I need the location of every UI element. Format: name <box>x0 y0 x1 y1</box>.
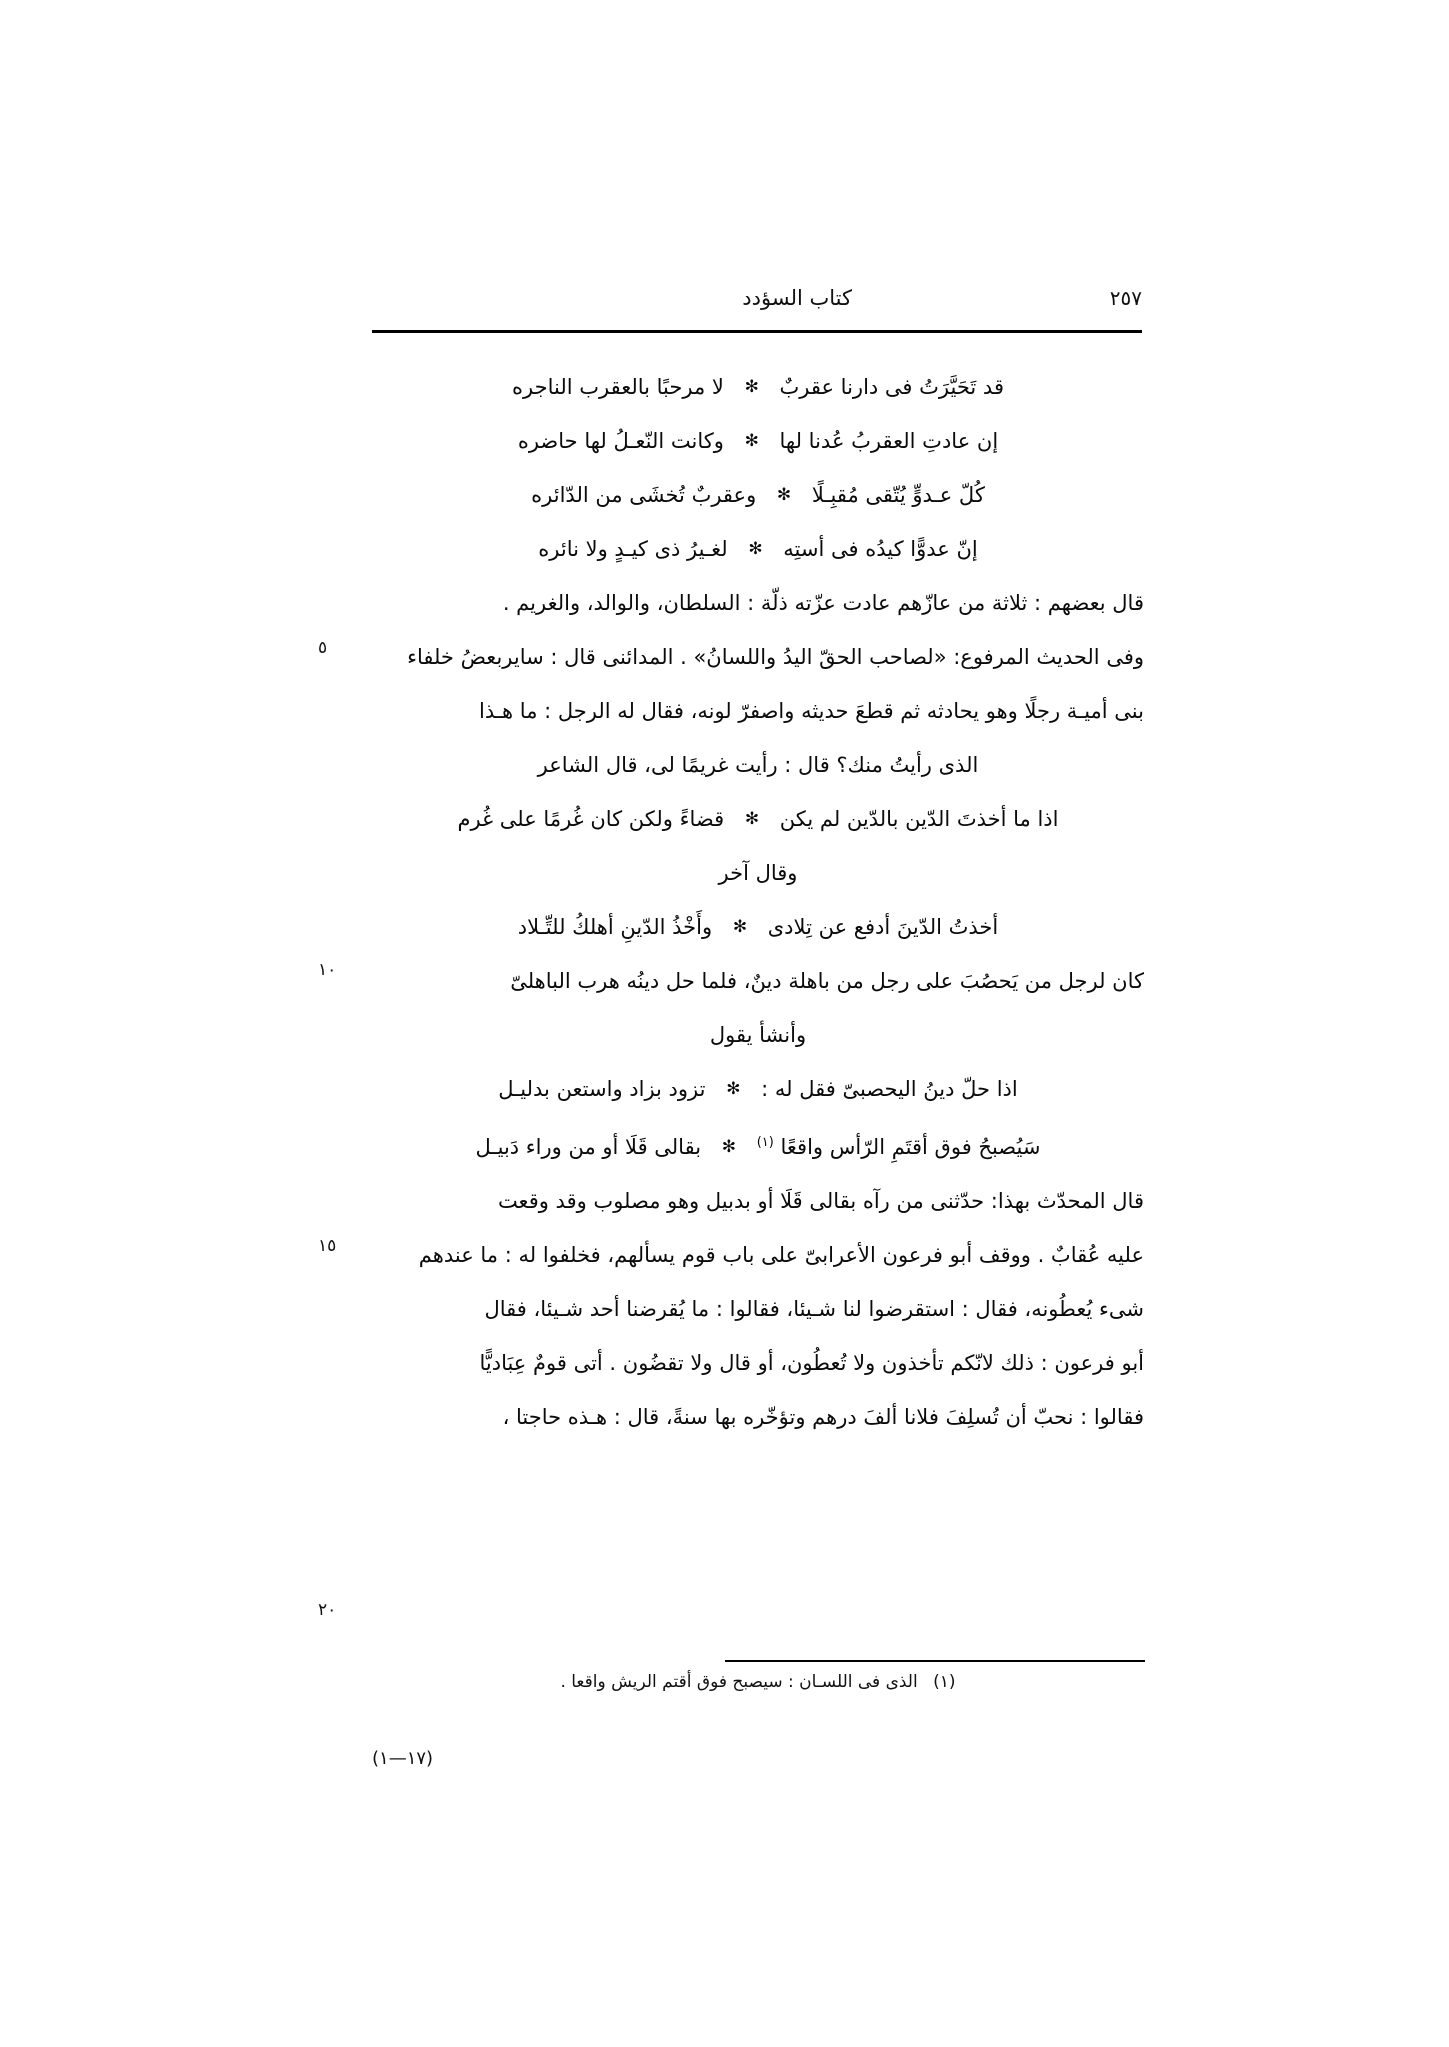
paragraph-line: عليه عُقابٌ . ووقف أبو فرعون الأعرابىّ على باب قوم يسألهم، فخلفوا له : ما عندهم <box>418 1243 1144 1267</box>
hemistich-left: لغـيرُ ذى كيـدٍ ولا نائره <box>538 537 728 561</box>
verse-separator-icon: ✻ <box>744 809 760 829</box>
verse-line <box>372 900 1144 954</box>
verse-separator-icon: ✻ <box>721 1137 736 1157</box>
footnote <box>372 1672 1144 1692</box>
signature-mark: (١٧—١) <box>372 1748 434 1769</box>
verse-separator-icon: ✻ <box>744 377 759 397</box>
verse-line <box>372 414 1144 468</box>
header-rule <box>372 330 1142 333</box>
page-header <box>372 286 1142 326</box>
hemistich-right: اذا حلّ دينُ اليحصبىّ فقل له : <box>761 1077 1018 1101</box>
paragraph-line: قال بعضهم : ثلاثة من عازّهم عادت عزّته ذلّة : السلطان، والوالد، والغريم . <box>502 591 1144 615</box>
hemistich-left: وعقربٌ تُخشَى من الدّائره <box>531 483 757 507</box>
book-title: كتاب السؤدد <box>742 286 852 310</box>
line-number-marker: ٢٠ <box>318 1600 337 1620</box>
hemistich-right: كُلّ عـدوٍّ يُتّقى مُقبِـلًا <box>811 483 985 507</box>
paragraph-line: وأنشأ يقول <box>709 1023 807 1047</box>
verse-line <box>372 360 1144 414</box>
hemistich-left: تزود بزاد واستعن بدليـل <box>498 1077 706 1101</box>
paragraph-line: الذى رأيتُ منك؟ قال : رأيت غريمًا لى، قال الشاعر <box>537 753 979 777</box>
paragraph-line: أبو فرعون : ذلك لانّكم تأخذون ولا تُعطُون، أو قال ولا تقضُون . أتى قومٌ عِبَاديًّا <box>479 1351 1144 1375</box>
verse-line <box>372 792 1144 846</box>
footnote-text: الذى فى اللسـان : سيصبح فوق أقتم الريش واقعا . <box>560 1672 918 1692</box>
paragraph-line: وقال آخر <box>718 861 798 885</box>
page-body <box>372 360 1144 1444</box>
paragraph-line: فقالوا : نحبّ أن تُسلِفَ فلانا ألفَ درهم وتؤخّره بها سنةً، قال : هـذه حاجتا ، <box>502 1405 1144 1429</box>
paragraph-line: وفى الحديث المرفوع: «لصاحب الحقّ اليدُ واللسانُ» . المدائنى قال : سايربعضُ خلفاء <box>407 645 1144 669</box>
paragraph-line: كان لرجل من يَحصُبَ على رجل من باهلة دينٌ، فلما حل دينُه هرب الباهلىّ <box>510 969 1144 993</box>
paragraph-line: قال المحدّث بهذا: حدّثنى من رآه بقالى قَلَا أو بدبيل وهو مصلوب وقد وقعت <box>497 1189 1144 1213</box>
hemistich-right: إنّ عدوًّا كيدُه فى أستِه <box>783 537 978 561</box>
hemistich-right: أخذتُ الدّينَ أدفع عن تِلادى <box>767 915 999 939</box>
verse-separator-icon: ✻ <box>748 539 763 559</box>
footnote-rule <box>725 1660 1145 1662</box>
verse-line <box>372 1116 1144 1174</box>
page-number: ٢٥٧ <box>1109 286 1142 310</box>
paragraph-line: بنى أميـة رجلًا وهو يحادثه ثم قطعَ حديثه واصفرّ لونه، فقال له الرجل : ما هـذا <box>479 699 1144 723</box>
verse-separator-icon: ✻ <box>744 431 759 451</box>
line-number-marker: ٥ <box>318 638 328 658</box>
hemistich-right: قد تَحَيَّرَتُ فى دارنا عقربٌ <box>779 375 1004 399</box>
verse-line <box>372 522 1144 576</box>
hemistich-left: بقالى قَلَا أو من وراء دَبيـل <box>475 1135 702 1159</box>
hemistich-right: اذا ما أخذتَ الدّين بالدّين لم يكن <box>779 807 1059 831</box>
verse-separator-icon: ✻ <box>726 1079 741 1099</box>
line-number-marker: ١٠ <box>318 960 337 980</box>
line-number-marker: ١٥ <box>318 1236 337 1256</box>
hemistich-left: لا مرحبًا بالعقرب الناجره <box>512 375 724 399</box>
footnote-marker: (١) <box>933 1672 956 1692</box>
verse-line <box>372 1062 1144 1116</box>
hemistich-left: وأَخْذُ الدّينِ أهلكُ للتِّـلاد <box>517 915 713 939</box>
footnote-reference: (١) <box>756 1135 774 1150</box>
paragraph-line: شىء يُعطُونه، فقال : استقرضوا لنا شـيئا، فقالوا : ما يُقرضنا أحد شـيئا، فقال <box>484 1297 1144 1321</box>
hemistich-right: سَيُصبحُ فوق أقتَمِ الرّأس واقعًا <box>780 1135 1041 1159</box>
hemistich-left: قضاءً ولكن كان غُرمًا على غُرم <box>457 807 725 831</box>
verse-separator-icon: ✻ <box>732 917 748 937</box>
verse-line <box>372 468 1144 522</box>
hemistich-left: وكانت النّعـلُ لها حاضره <box>517 429 724 453</box>
hemistich-right: إن عادتِ العقربُ عُدنا لها <box>779 429 999 453</box>
verse-separator-icon: ✻ <box>776 485 792 505</box>
